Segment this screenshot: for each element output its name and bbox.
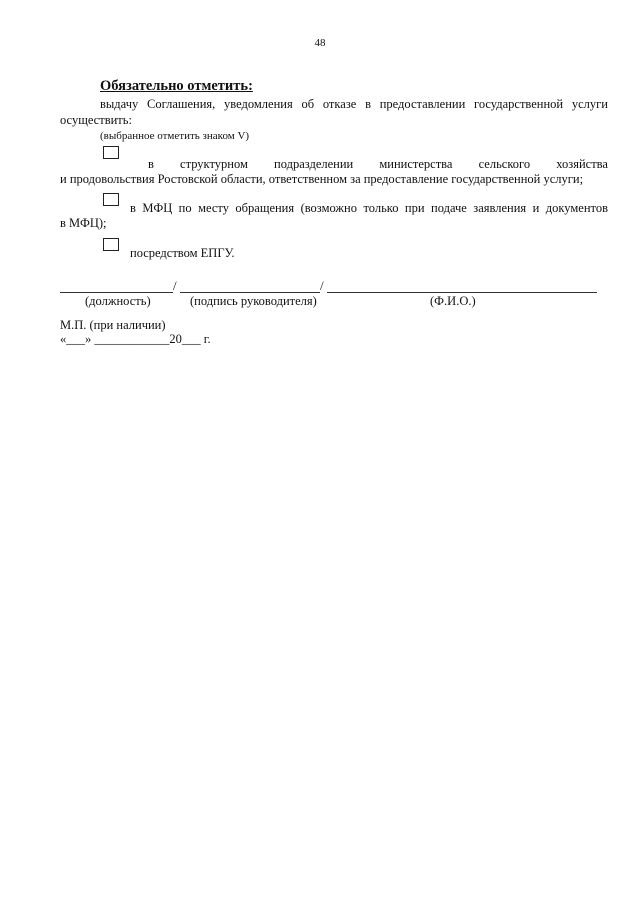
option-1-word: структурном [180, 157, 248, 171]
full-name-caption: (Ф.И.О.) [430, 294, 476, 308]
option-1-checkbox[interactable] [103, 146, 119, 159]
option-1-line-2: и продовольствия Ростовской области, ответственном за предоставление государственной услуги; [60, 172, 584, 186]
signature-caption: (подпись руководителя) [190, 294, 317, 308]
full-name-signature-line[interactable] [327, 292, 597, 293]
position-caption: (должность) [85, 294, 151, 308]
section-heading: Обязательно отметить: [100, 78, 253, 94]
option-1-word: подразделении [274, 157, 354, 171]
intro-text-line-2: осуществить: [60, 113, 132, 127]
option-1-line-1 [148, 157, 608, 172]
date-line[interactable]: «___» ____________20___ г. [60, 332, 211, 346]
option-1-word: министерства [379, 157, 453, 171]
seal-placeholder: М.П. (при наличии) [60, 318, 166, 332]
signature-separator: / [173, 278, 177, 293]
position-signature-line[interactable] [60, 292, 173, 293]
option-2-line-1: в МФЦ по месту обращения (возможно только при подаче заявления и документов [130, 201, 608, 215]
option-2-checkbox[interactable] [103, 193, 119, 206]
signature-separator: / [320, 278, 324, 293]
intro-text-line-1: выдачу Соглашения, уведомления об отказе в предоставлении государственной услуги [100, 97, 608, 111]
option-2-line-2: в МФЦ); [60, 216, 107, 230]
option-1-word: хозяйства [556, 157, 608, 171]
option-1-word: в [148, 157, 154, 171]
option-1-word: сельского [478, 157, 531, 171]
option-3-checkbox[interactable] [103, 238, 119, 251]
selection-hint: (выбранное отметить знаком V) [100, 130, 250, 142]
page-number: 48 [314, 37, 326, 49]
option-3-line-1: посредством ЕПГУ. [130, 246, 235, 260]
manager-signature-line[interactable] [180, 292, 320, 293]
